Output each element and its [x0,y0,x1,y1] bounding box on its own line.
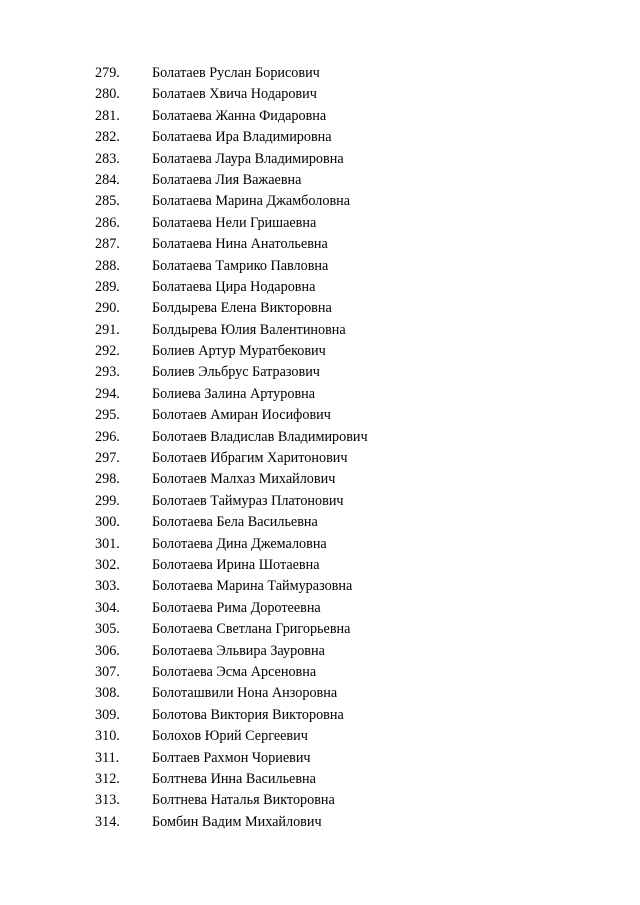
entry-number: 311. [95,749,120,766]
entry-number: 310. [95,728,120,745]
entry-name: Болотаева Эсма Арсеновна [152,663,317,680]
entry-name: Болатаева Лия Важаевна [152,171,302,188]
entry-name: Болотаев Малхаз Михайлович [152,471,336,488]
entry-name: Болотаева Бела Васильевна [152,514,318,531]
entry-number: 292. [95,343,120,360]
entry-number: 288. [95,257,120,274]
list-item [95,341,368,362]
list-item [95,191,368,212]
entry-number: 312. [95,770,120,787]
list-item [95,320,368,341]
entry-number: 305. [95,621,120,638]
entry-name: Болотаев Амиран Иосифович [152,407,331,424]
list-item [95,256,368,277]
list-item [95,512,368,533]
entry-number: 286. [95,214,120,231]
entry-number: 297. [95,450,120,467]
entry-number: 281. [95,107,120,124]
list-item [95,534,368,555]
entry-name: Болатаев Руслан Борисович [152,65,320,81]
list-item [95,277,368,298]
entry-number: 301. [95,535,120,552]
list-item [95,812,368,833]
entry-number: 287. [95,236,120,253]
list-item [95,427,368,448]
entry-number: 306. [95,642,120,659]
entry-number: 294. [95,385,120,402]
entry-name: Болоташвили Нона Анзоровна [152,685,338,702]
entry-name: Болатаева Нина Анатольевна [152,236,328,253]
entry-name: Болотаев Ибрагим Харитонович [152,450,348,467]
list-item [95,662,368,683]
list-item [95,84,368,105]
list-item [95,619,368,640]
entry-name: Болатаева Тамрико Павловна [152,257,329,274]
list-item [95,149,368,170]
entry-name: Болотаева Марина Таймуразовна [152,578,353,595]
list-item [95,598,368,619]
list-item [95,705,368,726]
entry-name: Болатаева Нели Гришаевна [152,214,317,231]
list-item [95,405,368,426]
entry-number: 283. [95,150,120,167]
entry-name: Болатаева Цира Нодаровна [152,278,316,295]
entry-name: Болотаева Дина Джемаловна [152,535,327,552]
list-item [95,769,368,790]
list-item [95,491,368,512]
entry-name: Болтнева Наталья Викторовна [152,792,335,809]
entry-name: Болатаева Лаура Владимировна [152,150,344,167]
entry-number: 307. [95,663,120,680]
name-list [95,63,368,833]
list-item [95,362,368,383]
entry-number: 295. [95,407,120,424]
entry-name: Болатаева Марина Джамболовна [152,193,351,210]
list-item [95,63,368,84]
entry-name: Болдырева Елена Викторовна [152,300,332,317]
entry-name: Болиев Эльбрус Батразович [152,364,320,381]
list-item [95,234,368,255]
list-item [95,748,368,769]
entry-name: Болотова Виктория Викторовна [152,706,344,723]
entry-name: Болдырева Юлия Валентиновна [152,321,346,338]
list-item [95,469,368,490]
entry-name: Болотаев Таймураз Платонович [152,492,344,509]
entry-number: 302. [95,556,120,573]
list-item [95,127,368,148]
list-item [95,213,368,234]
entry-number: 308. [95,685,120,702]
entry-number: 293. [95,364,120,381]
entry-name: Болохов Юрий Сергеевич [152,728,308,745]
list-item [95,790,368,811]
list-item [95,106,368,127]
entry-number: 309. [95,706,120,723]
entry-number: 298. [95,471,120,488]
list-item [95,448,368,469]
entry-number: 299. [95,492,120,509]
entry-name: Болатаев Хвича Нодарович [152,86,317,103]
entry-number: 291. [95,321,120,338]
entry-number: 314. [95,813,120,830]
entry-name: Болотаева Рима Доротеевна [152,599,321,616]
list-item [95,726,368,747]
entry-number: 289. [95,278,120,295]
entry-name: Болиев Артур Муратбекович [152,343,326,360]
entry-name: Болатаева Ира Владимировна [152,129,332,146]
entry-number: 285. [95,193,120,210]
list-item [95,576,368,597]
entry-name: Болотаева Светлана Григорьевна [152,621,351,638]
entry-name: Болотаева Эльвира Зауровна [152,642,325,659]
entry-number: 300. [95,514,120,531]
entry-number: 296. [95,428,120,445]
list-item [95,298,368,319]
entry-name: Болотаев Владислав Владимирович [152,428,368,445]
list-item [95,555,368,576]
list-item [95,170,368,191]
entry-number: 280. [95,86,120,103]
entry-number: 279. [95,65,120,81]
list-item [95,384,368,405]
entry-name: Болтнева Инна Васильевна [152,770,316,787]
entry-number: 313. [95,792,120,809]
entry-name: Болтаев Рахмон Чориевич [152,749,311,766]
entry-name: Болотаева Ирина Шотаевна [152,556,320,573]
entry-number: 304. [95,599,120,616]
entry-number: 282. [95,129,120,146]
entry-number: 284. [95,171,120,188]
list-item [95,641,368,662]
entry-number: 303. [95,578,120,595]
list-item [95,683,368,704]
entry-name: Болатаева Жанна Фидаровна [152,107,327,124]
entry-number: 290. [95,300,120,317]
entry-name: Бомбин Вадим Михайлович [152,813,322,830]
entry-name: Болиева Залина Артуровна [152,385,316,402]
